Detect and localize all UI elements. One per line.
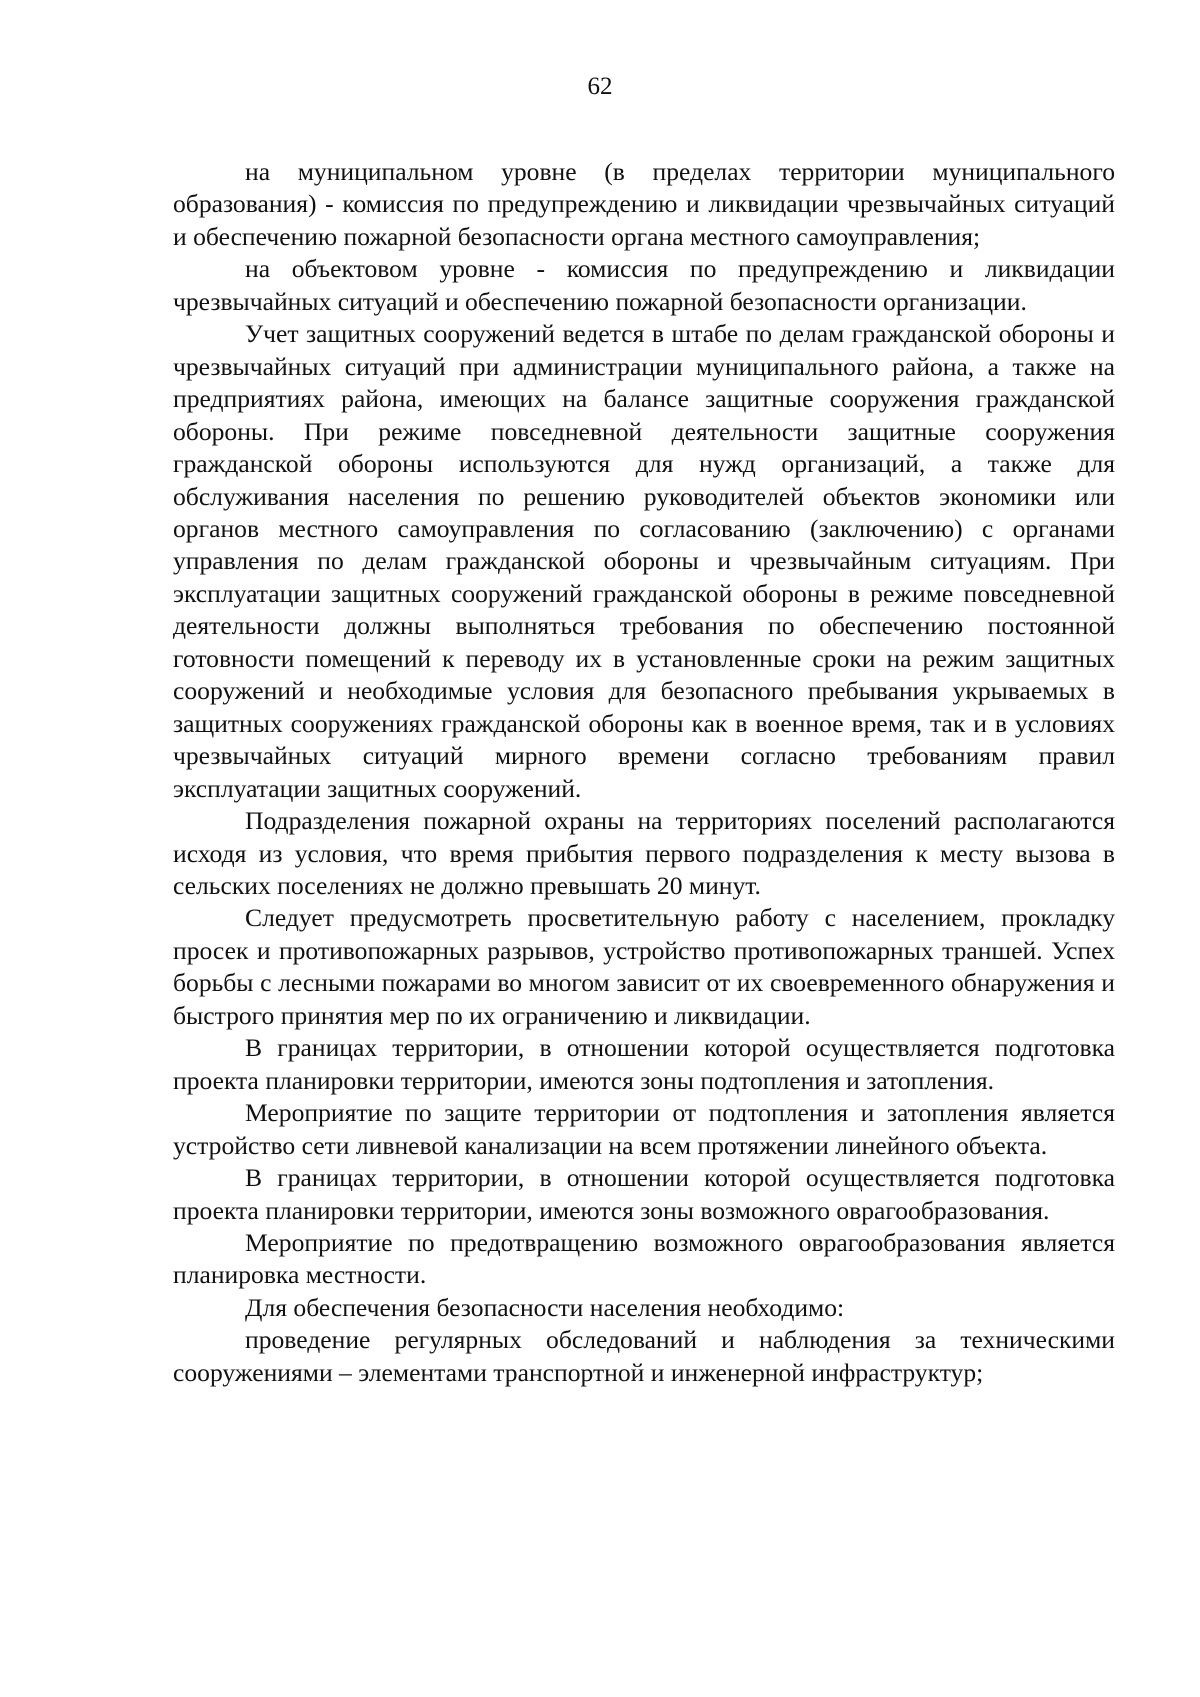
paragraph-safety-intro: Для обеспечения безопасности населения необходимо: — [245, 1292, 845, 1322]
paragraph-flood-measures: Мероприятие по защите территории от подтопления и затопления является устройство сети ливневой канализации на всем протяжении линейного объекта. — [173, 1098, 1115, 1160]
paragraph-municipal-level: на муниципальном уровне (в пределах территории муниципального образования) - комиссия по предупреждению и ликвидации чрезвычайных ситуаций и обеспечению пожарной безопасности органа местного самоуправления; — [173, 157, 1115, 251]
paragraph-object-level: на объектовом уровне - комиссия по предупреждению и ликвидации чрезвычайных ситуаций и обеспечению пожарной безопасности организации. — [173, 254, 1115, 316]
paragraph-fire-units: Подразделения пожарной охраны на территориях поселений располагаются исходя из условия, что время прибытия первого подразделения к месту вызова в сельских поселениях не должно превышать 20 минут. — [173, 806, 1115, 900]
paragraph-flood-zones: В границах территории, в отношении которой осуществляется подготовка проекта планировки территории, имеются зоны подтопления и затопления. — [173, 1033, 1115, 1095]
page-number: 62 — [587, 73, 613, 100]
paragraph-fire-prevention: Следует предусмотреть просветительную работу с населением, прокладку просек и противопожарных разрывов, устройство противопожарных траншей. Успех борьбы с лесными пожарами во многом зависит от их своевременного обнаружения и быстрого принятия мер по их ограничению и ликвидации. — [173, 903, 1115, 1030]
paragraph-protective-structures: Учет защитных сооружений ведется в штабе по делам гражданской обороны и чрезвычайных ситуаций при администрации муниципального района, а также на предприятиях района, имеющих на балансе защитные сооружения гражданской обороны. При режиме повседневной деятельности защитные сооружения гражданской обороны используются для нужд организаций, а также для обслуживания населения по решению руководителей объектов экономики или органов местного самоуправления по согласованию (заключению) с органами управления по делам гражданской обороны и чрезвычайным ситуациям. При эксплуатации защитных сооружений гражданской обороны в режиме повседневной деятельности должны выполняться требования по обеспечению постоянной готовности помещений к переводу их в установленные сроки на режим защитных сооружений и необходимые условия для безопасного пребывания укрываемых в защитных сооружениях гражданской обороны как в военное время, так и в условиях чрезвычайных ситуаций мирного времени согласно требованиям правил эксплуатации защитных сооружений. — [173, 319, 1115, 803]
paragraph-ravine-zones: В границах территории, в отношении которой осуществляется подготовка проекта планировки территории, имеются зоны возможного оврагообразования. — [173, 1163, 1115, 1225]
document-body — [173, 156, 1115, 1389]
paragraph-inspections: проведение регулярных обследований и наблюдения за техническими сооружениями – элементами транспортной и инженерной инфраструктур; — [173, 1325, 1115, 1387]
paragraph-ravine-measures: Мероприятие по предотвращению возможного оврагообразования является планировка местности. — [173, 1227, 1115, 1290]
